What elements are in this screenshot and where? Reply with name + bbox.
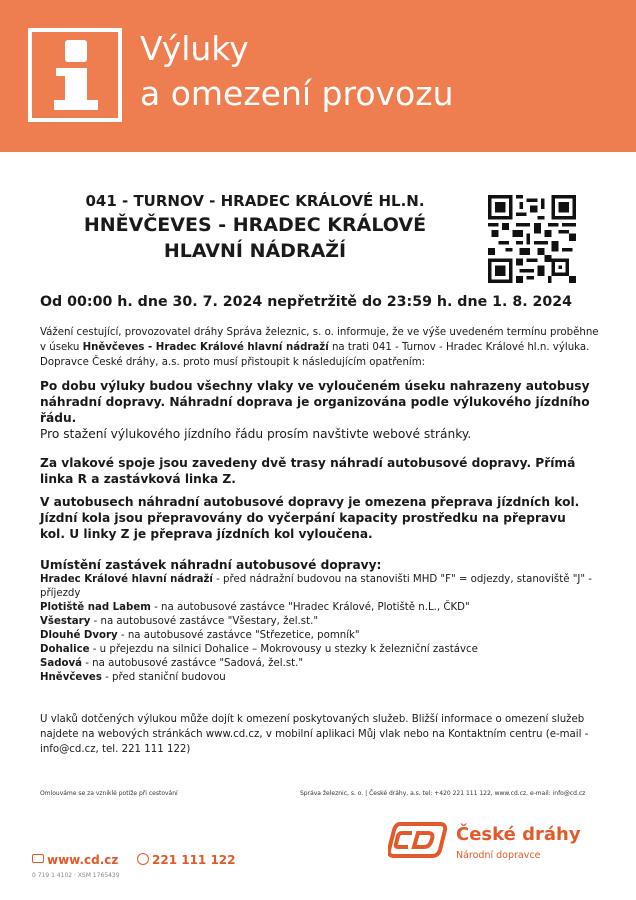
stop-location: - na autobusové zastávce "Hradec Králové, Plotiště n.L., ČKD" <box>150 602 470 613</box>
document-code: 0 719 1 4102 · XSM 1765439 <box>32 872 120 879</box>
route-title <box>40 190 470 264</box>
intro-text-2: na trati 041 - Turnov - Hradec Králové hl.n. výluka. Dopravce České dráhy, a.s. proto musí přistoupit k následujícím opatřením: <box>40 342 590 368</box>
stop-name: Všestary <box>40 616 91 627</box>
replacement-bus-notice-bold: Po dobu výluky budou všechny vlaky ve vyloučeném úseku nahrazeny autobusy náhradní dopravy. Náhradní doprava je organizována podle výlukového jízdního řádu. <box>40 379 590 425</box>
stop-name: Plotiště nad Labem <box>40 602 151 613</box>
route-section-line1: HNĚVČEVES - HRADEC KRÁLOVÉ <box>83 214 427 236</box>
footer-contacts: Správa železnic, s. o. | České dráhy, a.s. tel: +420 221 111 122, www.cd.cz, e-mail: info@cd.cz <box>300 790 586 797</box>
banner-title <box>140 26 620 116</box>
phone-text: 221 111 122 <box>152 853 236 867</box>
banner-title-line1: Výluky <box>140 29 249 68</box>
website-text: www.cd.cz <box>47 853 119 867</box>
intro-section: Hněvčeves - Hradec Králové hlavní nádraží <box>82 342 329 353</box>
bicycle-transport-notice: V autobusech náhradní autobusové dopravy je omezena přeprava jízdních kol. Jízdní kola jsou přepravovány do vyčerpání kapacity prostředku na přepravu kol. U linky Z je přeprava jízdních kol vyloučena. <box>40 495 580 541</box>
brand-name: České dráhy <box>456 824 581 845</box>
stop-name: Hněvčeves <box>40 672 102 683</box>
stop-location: - u přejezdu na silnici Dohalice – Mokrovousy u stezky k železniční zastávce <box>89 644 478 655</box>
stop-item <box>40 657 595 671</box>
stop-item <box>40 643 595 657</box>
apology-note: Omlouváme se za vzniklé potíže při cestování <box>40 790 178 797</box>
timetable-download-note: Pro stažení výlukového jízdního řádu prosím navštivte webové stránky. <box>40 427 472 441</box>
route-line: 041 - TURNOV - HRADEC KRÁLOVÉ HL.N. <box>85 192 425 210</box>
closure-period: Od 00:00 h. dne 30. 7. 2024 nepřetržitě do 23:59 h. dne 1. 8. 2024 <box>40 294 573 310</box>
phone-icon <box>137 853 149 865</box>
replacement-bus-notice <box>40 378 595 442</box>
stops-heading: Umístění zastávek náhradní autobusové dopravy: <box>40 558 382 572</box>
stop-location: - na autobusové zastávce "Sadová, žel.st." <box>82 658 304 669</box>
stop-item <box>40 573 595 601</box>
qr-code[interactable] <box>488 195 576 283</box>
phone-link[interactable] <box>137 852 236 868</box>
stop-item <box>40 671 595 685</box>
stop-name: Sadová <box>40 658 83 669</box>
stop-item <box>40 629 595 643</box>
stop-location: - na autobusové zastávce "Střezetice, pomník" <box>117 630 360 641</box>
stop-name: Dlouhé Dvory <box>40 630 118 641</box>
stop-name: Dohalice <box>40 644 90 655</box>
banner-title-line2: a omezení provozu <box>140 74 454 113</box>
info-icon <box>28 28 122 122</box>
stop-location: - před nádražní budovou na stanovišti MHD "F" = odjezdy, stanoviště "J" - příjezdy <box>40 574 592 599</box>
stop-location: - před staniční budovou <box>101 672 226 683</box>
stop-name: Hradec Králové hlavní nádraží <box>40 574 213 585</box>
intro-paragraph <box>40 325 600 370</box>
website-link[interactable] <box>32 852 118 868</box>
intro-text-1: Vážení cestující, provozovatel dráhy Správa železnic, s. o. informuje, že ve výše uvedeném termínu proběhne v úseku <box>40 327 599 353</box>
stop-location: - na autobusové zastávce "Všestary, žel.st." <box>90 616 319 627</box>
header-banner <box>0 0 636 152</box>
stop-item <box>40 615 595 629</box>
web-icon <box>32 854 44 863</box>
ceske-drahy-logo-icon <box>388 822 448 858</box>
stop-item <box>40 601 595 615</box>
stops-list <box>40 573 595 685</box>
service-info-paragraph: U vlaků dotčených výlukou může dojít k omezení poskytovaných služeb. Bližší informace o omezení služeb najdete na webových stránkách www.cd.cz, v mobilní aplikaci Můj vlak nebo na Kontaktním centru (e-mail - info@cd.cz, tel. 221 111 122) <box>40 714 589 755</box>
route-section-line2: HLAVNÍ NÁDRAŽÍ <box>163 240 347 262</box>
bus-lines-notice: Za vlakové spoje jsou zavedeny dvě trasy náhradí autobusové dopravy. Přímá linka R a zastávková linka Z. <box>40 456 576 486</box>
brand-subtitle: Národní dopravce <box>456 850 541 861</box>
